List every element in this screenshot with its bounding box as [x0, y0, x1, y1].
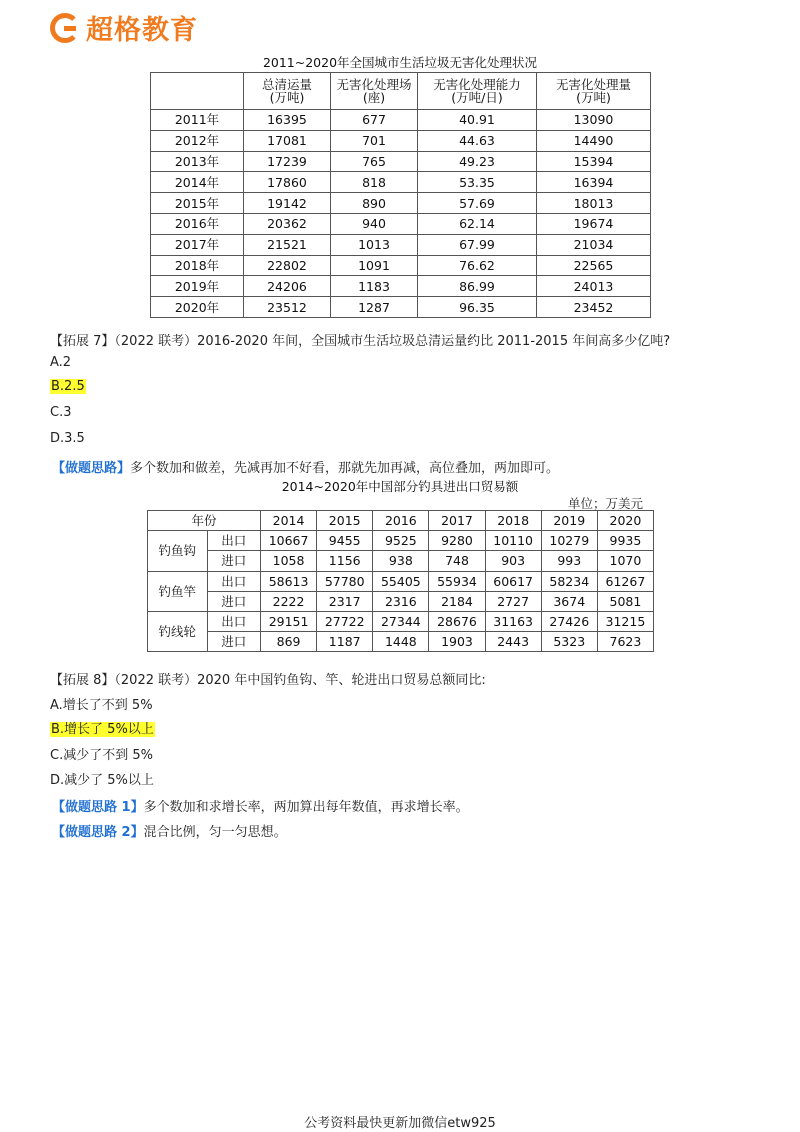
table-cell: 49.23 [418, 151, 537, 172]
table-cell: 2222 [261, 591, 317, 611]
table-cell: 进口 [207, 551, 260, 571]
q8-option-a: A.增长了不到 5% [50, 698, 153, 713]
table1-title: 2011~2020年全国城市生活垃圾无害化处理状况 [262, 55, 538, 70]
table-cell: 21034 [537, 234, 651, 255]
question-8-stem: 【拓展 8】（2022 联考）2020 年中国钓鱼钩、竿、轮进出口贸易总额同比: [50, 673, 486, 688]
logo-g-icon [50, 13, 80, 43]
q8-option-d: D.减少了 5%以上 [50, 773, 154, 788]
table-cell: 818 [331, 172, 418, 193]
table-cell: 677 [331, 110, 418, 131]
q8-option-b-answer [50, 718, 155, 737]
table-header-cell: 2017 [429, 511, 485, 531]
table-cell: 2018年 [151, 255, 244, 276]
table-header-cell: 无害化处理能力 (万吨/日) [418, 73, 537, 110]
garbage-table [150, 72, 651, 318]
table-header-cell: 无害化处理场 (座) [331, 73, 418, 110]
table-cell: 748 [429, 551, 485, 571]
table-row [148, 611, 654, 631]
table-header-cell: 年份 [148, 511, 261, 531]
tip-tag: 【做题思路 2】 [52, 825, 144, 840]
table-cell: 31215 [597, 611, 653, 631]
table-cell: 17239 [244, 151, 331, 172]
table-cell: 44.63 [418, 130, 537, 151]
q7-option-c: C.3 [50, 405, 72, 420]
table-cell: 1183 [331, 276, 418, 297]
table-cell: 1091 [331, 255, 418, 276]
table-cell: 1287 [331, 297, 418, 318]
table-cell: 76.62 [418, 255, 537, 276]
table-cell: 进口 [207, 591, 260, 611]
table-cell: 1013 [331, 234, 418, 255]
table-cell: 2727 [485, 591, 541, 611]
table-row [148, 551, 654, 571]
table-cell: 40.91 [418, 110, 537, 131]
table-header-cell: 2015 [317, 511, 373, 531]
table-cell: 13090 [537, 110, 651, 131]
table-cell: 17081 [244, 130, 331, 151]
table-row [151, 110, 651, 131]
table-cell: 19142 [244, 193, 331, 214]
table-header-cell: 2018 [485, 511, 541, 531]
table-header-cell: 2020 [597, 511, 653, 531]
table-cell: 20362 [244, 213, 331, 234]
table-cell: 58234 [541, 571, 597, 591]
tip-tag: 【做题思路】 [52, 461, 131, 476]
table-cell: 96.35 [418, 297, 537, 318]
table-row [148, 531, 654, 551]
table-header-row [148, 511, 654, 531]
answer-highlight: B.2.5 [51, 379, 85, 394]
table-cell: 55405 [373, 571, 429, 591]
table-cell: 22565 [537, 255, 651, 276]
answer-highlight: B.增长了 5%以上 [51, 722, 154, 737]
table-row [151, 213, 651, 234]
table-cell: 22802 [244, 255, 331, 276]
table-cell: 2016年 [151, 213, 244, 234]
table-cell: 869 [261, 632, 317, 652]
table-cell: 9525 [373, 531, 429, 551]
table-row [151, 172, 651, 193]
table-cell: 9935 [597, 531, 653, 551]
table-cell: 16395 [244, 110, 331, 131]
q8-solution-tip-2 [52, 821, 287, 840]
table-cell: 2015年 [151, 193, 244, 214]
table-cell: 28676 [429, 611, 485, 631]
table-cell: 2443 [485, 632, 541, 652]
table-cell: 27344 [373, 611, 429, 631]
table-cell: 1058 [261, 551, 317, 571]
table-cell: 2014年 [151, 172, 244, 193]
q8-option-c: C.减少了不到 5% [50, 748, 153, 763]
table-cell: 890 [331, 193, 418, 214]
table-row [148, 591, 654, 611]
table-cell: 57780 [317, 571, 373, 591]
table-header-cell: 2016 [373, 511, 429, 531]
table-row [148, 571, 654, 591]
table-cell: 2317 [317, 591, 373, 611]
table-cell: 出口 [207, 571, 260, 591]
table-group-cell: 钓线轮 [148, 611, 208, 651]
table-cell: 2184 [429, 591, 485, 611]
table-cell: 67.99 [418, 234, 537, 255]
logo-text: 超格教育 [86, 15, 198, 46]
question-7-stem: 【拓展 7】（2022 联考）2016-2020 年间，全国城市生活垃圾总清运量约比 2011-2015 年间高多少亿吨? [50, 334, 671, 349]
table-cell: 1070 [597, 551, 653, 571]
table-cell: 17860 [244, 172, 331, 193]
table-cell: 27722 [317, 611, 373, 631]
table-group-cell: 钓鱼竿 [148, 571, 208, 611]
table-cell: 进口 [207, 632, 260, 652]
table-cell: 21521 [244, 234, 331, 255]
table-cell: 14490 [537, 130, 651, 151]
table-row [151, 130, 651, 151]
table-cell: 1156 [317, 551, 373, 571]
table2-unit: 单位；万美元 [568, 496, 644, 511]
fishing-gear-table [147, 510, 654, 652]
table-row [151, 297, 651, 318]
table-cell: 2017年 [151, 234, 244, 255]
table-cell: 1903 [429, 632, 485, 652]
table-cell: 61267 [597, 571, 653, 591]
table-cell: 出口 [207, 611, 260, 631]
table-header-cell: 总清运量 (万吨) [244, 73, 331, 110]
table-cell: 62.14 [418, 213, 537, 234]
q7-option-a: A.2 [50, 355, 72, 370]
q7-solution-tip [52, 457, 559, 476]
q8-solution-tip-1 [52, 796, 469, 815]
q7-option-d: D.3.5 [50, 431, 85, 446]
tip-tag: 【做题思路 1】 [52, 800, 144, 815]
table-cell: 19674 [537, 213, 651, 234]
table-cell: 18013 [537, 193, 651, 214]
table-cell: 23512 [244, 297, 331, 318]
table-cell: 940 [331, 213, 418, 234]
table-cell: 3674 [541, 591, 597, 611]
table-cell: 29151 [261, 611, 317, 631]
table-cell: 2012年 [151, 130, 244, 151]
table-header-cell: 2014 [261, 511, 317, 531]
table-cell: 2011年 [151, 110, 244, 131]
table-cell: 31163 [485, 611, 541, 631]
table-group-cell: 钓鱼钩 [148, 531, 208, 571]
table-row [151, 193, 651, 214]
table-cell: 55934 [429, 571, 485, 591]
table-row [151, 151, 651, 172]
table-cell: 938 [373, 551, 429, 571]
table-cell: 993 [541, 551, 597, 571]
table-cell: 1187 [317, 632, 373, 652]
tip-text: 混合比例，匀一匀思想。 [143, 825, 287, 840]
table-cell: 58613 [261, 571, 317, 591]
table-cell: 86.99 [418, 276, 537, 297]
page-footer: 公考资料最快更新加微信etw925 [304, 1116, 496, 1131]
table-cell: 7623 [597, 632, 653, 652]
q7-option-b-answer [50, 379, 86, 394]
table-row [151, 255, 651, 276]
table-row [151, 234, 651, 255]
table-cell: 5323 [541, 632, 597, 652]
table-cell: 出口 [207, 531, 260, 551]
table-row [148, 632, 654, 652]
table-cell: 23452 [537, 297, 651, 318]
table-cell: 57.69 [418, 193, 537, 214]
table-cell: 10279 [541, 531, 597, 551]
table-cell: 24206 [244, 276, 331, 297]
table-cell: 2316 [373, 591, 429, 611]
table-row [151, 276, 651, 297]
table-cell: 2013年 [151, 151, 244, 172]
table-cell: 9455 [317, 531, 373, 551]
table-cell: 701 [331, 130, 418, 151]
table-cell: 5081 [597, 591, 653, 611]
table-cell: 16394 [537, 172, 651, 193]
table-cell: 903 [485, 551, 541, 571]
table-header-cell: 无害化处理量 (万吨) [537, 73, 651, 110]
table-cell: 10667 [261, 531, 317, 551]
table-cell: 9280 [429, 531, 485, 551]
table-cell: 1448 [373, 632, 429, 652]
table-cell: 27426 [541, 611, 597, 631]
brand-logo [50, 8, 198, 47]
tip-text: 多个数加和求增长率，两加算出每年数值，再求增长率。 [143, 800, 469, 815]
table-cell: 765 [331, 151, 418, 172]
tip-text: 多个数加和做差，先减再加不好看，那就先加再减，高位叠加，两加即可。 [130, 461, 560, 476]
table-cell: 53.35 [418, 172, 537, 193]
table-cell: 24013 [537, 276, 651, 297]
table2-title: 2014~2020年中国部分钓具进出口贸易额 [281, 479, 519, 494]
table-header-cell [151, 73, 244, 110]
table-cell: 10110 [485, 531, 541, 551]
table-header-row [151, 73, 651, 110]
table-cell: 2020年 [151, 297, 244, 318]
table-cell: 2019年 [151, 276, 244, 297]
table-header-cell: 2019 [541, 511, 597, 531]
table-cell: 15394 [537, 151, 651, 172]
table-cell: 60617 [485, 571, 541, 591]
